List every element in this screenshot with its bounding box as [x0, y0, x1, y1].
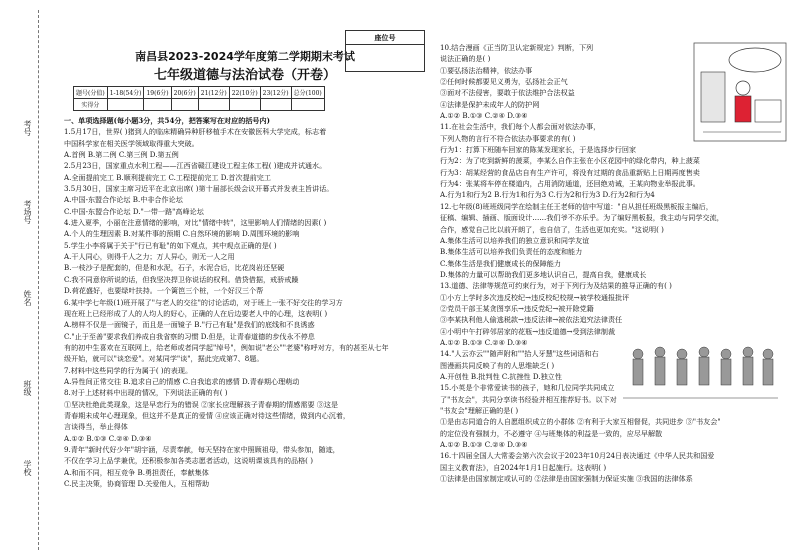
question-line: 3.5月30日，国家主席习近平在北京出席( )第十届部长级会议开幕式并发表主旨讲话。 — [64, 184, 334, 194]
score-entry-cell[interactable] — [198, 99, 229, 111]
question-line: 10.结合漫画《正当防卫认定新规定》判断，下列 — [440, 43, 594, 52]
question-line: C.中国-东盟合作论坛 D."一带一路"高峰论坛 — [64, 206, 204, 216]
question-line: 15.小英是个非常爱读书的孩子，她和几位同学共同成立 — [440, 383, 615, 393]
question-line: 征稿、编辑、插画、版面设计……我们爷不亦乐乎。为了编好黑板报，我主动与同学交流， — [440, 213, 724, 223]
question-line: ①法律是由国家制定或认可的 ②法律是由国家强制力保证实施 ③我国的法律体系 — [440, 474, 693, 484]
score-header-row — [74, 87, 325, 99]
crowd-following-cartoon — [618, 340, 784, 410]
question-line: 9.青年"新时代好少年"胡宇涵，尽责奉献，每天坚持在家中照顾祖母，带头参加，随迹， — [64, 444, 340, 454]
question-line: 现在班上已经形成了人的人均人的好心，正确的人在后边要老人中的心理，这表明( ) — [64, 308, 328, 318]
question-line: C.集体生活是我们健康成长的保障能力 — [440, 258, 561, 268]
question-line: ④法律是保护未成年人的防护网 — [440, 99, 540, 109]
question-line: ②党员干部王某贪图享乐→违反党纪→被开除党籍 — [440, 303, 594, 313]
question-line: 13.道德、法律等规范可约束行为，对于下列行为及结果的推导正确的有( ) — [440, 281, 672, 291]
question-line: A.个人的生理因素 B.对某件事的预期 C.自然环境的影响 D.周围环境的影响 — [64, 229, 300, 239]
score-table — [73, 86, 325, 111]
question-line: A.①② B.①③ C.②④ D.③④ — [64, 433, 152, 443]
question-line: 16.十四届全国人大常委会第六次会议于2023年10月24日表决通过《中华人民共和国爱 — [440, 451, 715, 461]
exam-number-label: 考号 — [23, 120, 32, 136]
question-line: A.开创性 B.批判性 C.抗挫性 D.独立性 — [440, 371, 562, 381]
binding-line — [38, 10, 39, 550]
question-line: 7.材料中这些同学的行为属于( )的表现。 — [64, 365, 193, 375]
question-line: A.干人同心，则得千人之力；万人异心，则无一人之用 — [64, 252, 235, 262]
question-line: 14."人云亦云""随声附和""拾人牙慧"这些词语和右 — [440, 349, 599, 359]
school-label: 学校 — [23, 460, 32, 476]
question-line: 中国科学家在相关医学领域取得重大突破。 — [64, 138, 199, 148]
exam-subtitle: 七年级道德与法治试卷（开卷） — [153, 68, 336, 83]
question-line: ①要弘扬法治精神，依法办事 — [440, 65, 533, 75]
question-line: ②任何时候都要见义勇为，弘扬社会正气 — [440, 77, 568, 87]
score-entry-cell[interactable] — [291, 99, 324, 111]
binding-margin — [0, 0, 60, 560]
question-line: ③面对不法侵害，要敢于依法维护合法权益 — [440, 88, 575, 98]
question-line: A.和而不同，相互竞争 B.勇担责任，奉献集体 — [64, 467, 209, 477]
question-line: C.我不同意你所说的话，但我坚决捍卫你说话的权利。借贷借据，戒骄戒躁 — [64, 274, 299, 284]
question-line: A.①② B.①③ C.②④ D.③④ — [440, 111, 528, 121]
question-line: ④小明中午打碎邻居家的花瓶→违反道德→受到法律制裁 — [440, 326, 616, 336]
question-line: A.全面提前完工 B.顺利提前完工 C.工程提前完工 D.首次提前完工 — [64, 172, 271, 182]
question-line: D.荷花盛好，也要绿叶扶持。一个篱笆三个桩，一个好汉三个帮 — [64, 286, 264, 296]
score-entry-cell[interactable] — [144, 99, 171, 111]
question-line: B.集体生活可以培养我们负责任的态度和能力 — [440, 247, 583, 257]
question-line: C."止于至善"要求我们养成自我省察的习惯 D.但是，让青春道德的步伐永不停息 — [64, 331, 315, 341]
question-line: 2.5月23日，国家重点水利工程——江西省赣江建设工程主体工程( )建成并试通水。 — [64, 161, 327, 171]
question-line: 1.5月17日，世界( )猪到人的临床精确异种肝移植手术在安徽医科大学完成，标志着 — [64, 127, 327, 137]
question-line: A.榜样不仅是一面镜子，而且是一面镜子 B."行己有耻"是我们的底线和不良诱惑 — [64, 320, 315, 330]
question-line: A.集体生活可以培养我们的独立意识和同学友谊 — [440, 235, 590, 245]
question-line: ③李某执利他人偷逃税款→违反法律→被依法追究法律责任 — [440, 315, 623, 325]
score-entry-cell[interactable] — [260, 99, 291, 111]
question-line: 6.某中学七年级(1)班开展了"与老人的交往"的讨论活动，对于班上一张不好交往的学习方 — [64, 297, 343, 307]
score-header-cell: 19(6分) — [144, 87, 171, 99]
question-line: ①坚决杜绝此类现象，这是早恋行为的错误 ②家长应理解孩子青春期的情感需要 ③这是 — [64, 399, 339, 409]
question-line: 图漫画共同反映了有的人思维缺乏( ) — [440, 360, 555, 370]
score-value-row — [74, 99, 325, 111]
question-line: 行为2：为了吃到新鲜的菠菜，李某么自作主张在小区花园中的绿化带内，种上菠菜 — [440, 156, 700, 166]
question-line: 5.学生小李将属于关于"行已有耻"的如下观点，其中观点正确的是( ) — [64, 240, 277, 250]
score-entry-cell[interactable] — [171, 99, 198, 111]
question-line: ①是由志同道合的人自愿组织成立的小群体 ②有利于大家互相督促，共同进步 ③"书友会" — [440, 417, 721, 427]
question-line: D.集体的力量可以帮助我们更多地认识自己，提高自我，健康成长 — [440, 269, 647, 279]
question-line: A.①② B.①③ C.②④ D.③④ — [440, 440, 528, 450]
score-header-cell: 21(12分) — [198, 87, 229, 99]
question-line: 的定位没有强制力，不必遵守 ④与班集体的利益是一致的，应尽早解散 — [440, 428, 663, 438]
question-line: 不仅在学习上品学兼优，还积极参加各类志愿者活动，这说明课该具有的品格( ) — [64, 456, 313, 466]
question-line: A.行为1和行为2 B.行为1和行为3 C.行为2和行为3 D.行为2和行为4 — [440, 190, 655, 200]
score-row-label: 实得分 — [74, 99, 108, 111]
question-line: 4.进入夏季，小丽在注意情绪的影响，对比"情绪中转"，这里影响人们情绪的因素( ) — [64, 218, 327, 228]
question-line: C.民主决策，协商管理 D.关爱他人，互相帮助 — [64, 479, 210, 488]
question-line: 8.对于上述材料中出现的情况，下列说法正确的有( ) — [64, 388, 228, 398]
question-line: A.首例 B.第二例 C.第三例 D.第五例 — [64, 150, 179, 160]
question-line: A.①② B.①③ C.②④ D.③④ — [440, 337, 528, 347]
name-label: 姓名 — [23, 290, 32, 306]
score-header-cell: 22(10分) — [229, 87, 260, 99]
score-header-cell: 20(6分) — [171, 87, 198, 99]
score-header-cell: 总分(100) — [291, 87, 324, 99]
question-line: 青春期未成年心理现象，但这并不是真正的爱情 ④应该正确对待这些情绪，做到内心沉着， — [64, 410, 351, 420]
exam-title: 南昌县2023-2024学年度第二学期期末考试 — [135, 50, 355, 63]
seat-number-box — [345, 30, 425, 72]
question-line: ①小方上学时多次违反校纪→违反校纪校规→被学校通报批评 — [440, 292, 630, 302]
question-line: 行为4：张某将车停在楼道内，占用消防通道，还回绝劝诫，王某向物业举报此事。 — [440, 179, 700, 189]
score-header-cell: 题号(分值) — [74, 87, 108, 99]
question-line: A.异性间正常交往 B.追求自己的情感 C.自我追求的感情 D.青春期心理萌动 — [64, 376, 300, 386]
score-header-cell: 23(12分) — [260, 87, 291, 99]
score-entry-cell[interactable] — [107, 99, 144, 111]
question-line: B.一枝沙子是配套的，但是和水泥，石子，水泥合后，比花岗岩还坚硬 — [64, 263, 285, 273]
question-line: 说法正确的是( ) — [440, 54, 491, 64]
question-line: 11.在社会生活中，我们每个人都会面对依法办事， — [440, 122, 601, 132]
left-column-questions — [64, 115, 426, 489]
question-line: 下列人物的言行不符合依法办事要求的有( ) — [440, 133, 576, 143]
question-line: 言谈得当，举止得体 — [64, 422, 128, 432]
question-line: "书友会"理解正确的是( ) — [440, 406, 519, 415]
question-line: 了"书友会"，共同分享读书经验并相互推荐好书。以下对 — [440, 394, 617, 404]
question-line: 合作，感觉自己比以前开朗了，也自信了，生活也更加充实。"这说明( ) — [440, 224, 664, 234]
score-entry-cell[interactable] — [229, 99, 260, 111]
question-line: 行为3：胡某经营的食品店自有生产许可，将没有过期的食品重新贴上日期再度售卖 — [440, 167, 700, 177]
question-line: 12.七年级(8)班班级同学在绘制主任王老师的信中写道："自从担任班级黑板报主编后， — [440, 201, 713, 211]
self-defense-cartoon — [693, 42, 787, 142]
exam-room-label: 考场号 — [23, 200, 32, 224]
question-line: 有的初中生喜欢在互联网上，给老师或者同学起"绰号"，例如说"老公""老婆"称呼对方，有的甚至从七年 — [64, 342, 389, 352]
seat-number-label: 座位号 — [346, 31, 424, 45]
question-line: A.中国-东盟合作论坛 B.中非合作论坛 — [64, 195, 183, 205]
class-label: 班级 — [23, 380, 32, 396]
question-line: 级开始，就可以"谈恋爱"。对某同学"谈"，据此完成第7、8题。 — [64, 354, 264, 364]
score-header-cell: 1-18(54分) — [107, 87, 144, 99]
question-line: 行为1：打算下班随车回家的陈某发现家长，于是选择步行回家 — [440, 145, 637, 155]
question-line: 国主义教育法》，自2024年1月1日起施行。这表明( ) — [440, 462, 607, 472]
question-line: 一、单项选择题(每小题3分，共54分，把答案写在对应的括号内) — [64, 116, 270, 125]
